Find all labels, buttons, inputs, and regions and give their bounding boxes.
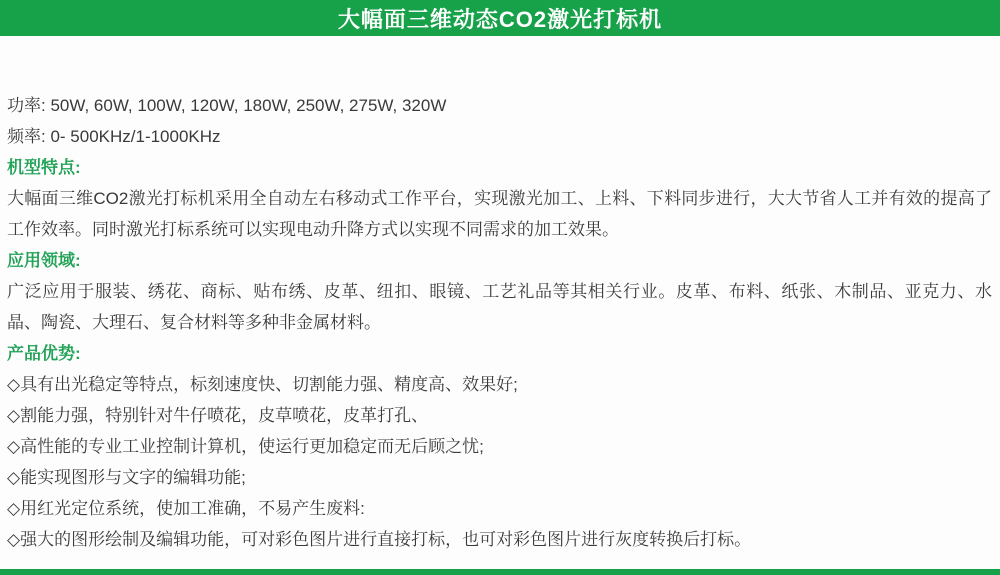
advantage-item: ◇用红光定位系统，使加工准确，不易产生废料: [7, 499, 365, 518]
section-heading-features: 机型特点: [7, 158, 81, 177]
advantage-item: ◇能实现图形与文字的编辑功能; [7, 468, 246, 487]
advantage-item: ◇割能力强，特别针对牛仔喷花，皮草喷花，皮革打孔、 [7, 406, 429, 425]
spec-power: 功率: 50W, 60W, 100W, 120W, 180W, 250W, 275W, 320W [7, 96, 447, 115]
advantage-item: ◇高性能的专业工业控制计算机，使运行更加稳定而无后顾之忧; [7, 437, 484, 456]
features-text: 大幅面三维CO2激光打标机采用全自动左右移动式工作平台，实现激光加工、上料、下料同步进行，大大节省人工并有效的提高了工作效率。同时激光打标系统可以实现电动升降方式以实现不同需求的加工效果。 [7, 189, 992, 239]
applications-text: 广泛应用于服装、绣花、商标、贴布绣、皮革、纽扣、眼镜、工艺礼品等其相关行业。皮革、布料、纸张、木制品、亚克力、水晶、陶瓷、大理石、复合材料等多种非金属材料。 [7, 282, 992, 332]
page-title: 大幅面三维动态CO2激光打标机 [337, 6, 663, 32]
footer-accent-bar [0, 569, 1000, 575]
product-description [0, 36, 1000, 555]
section-heading-advantages: 产品优势: [7, 344, 81, 363]
spec-frequency: 频率: 0- 500KHz/1-1000KHz [7, 127, 221, 146]
section-heading-applications: 应用领域: [7, 251, 81, 270]
advantage-item: ◇具有出光稳定等特点，标刻速度快、切割能力强、精度高、效果好; [7, 375, 518, 394]
advantage-item: ◇强大的图形绘制及编辑功能，可对彩色图片进行直接打标，也可对彩色图片进行灰度转换后打标。 [7, 530, 752, 549]
page-title-bar [0, 0, 1000, 36]
